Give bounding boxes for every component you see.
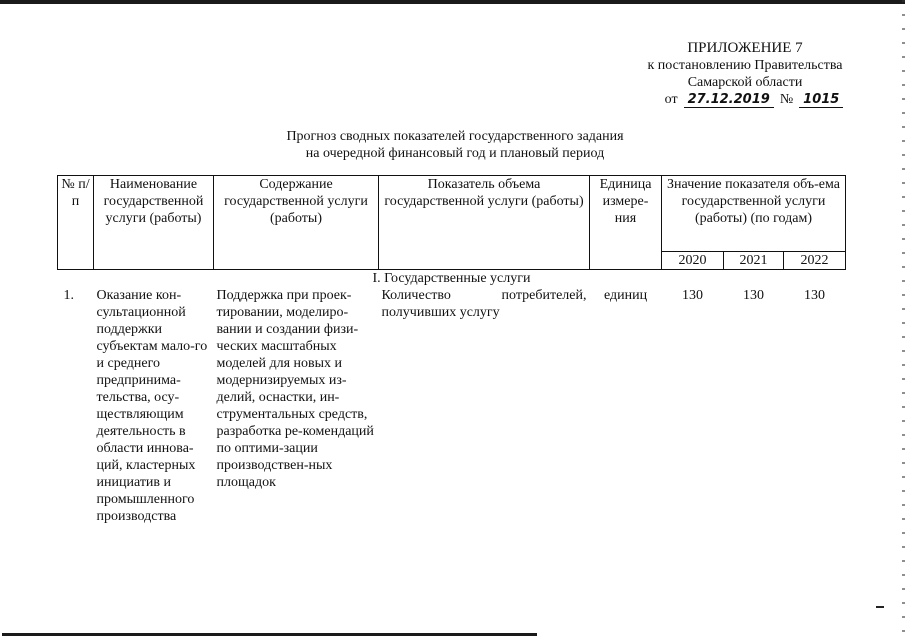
header-indicator-value: Значение показателя объ-ема государственной услуги (работы) (по годам) — [662, 176, 846, 252]
handwritten-number: 1015 — [799, 92, 843, 108]
appendix-line2: Самарской области — [687, 75, 803, 90]
row-number: 1. — [63, 288, 74, 303]
header-volume-indicator: Показатель объема государственной услуги (работы) — [379, 176, 590, 270]
row-value-2020: 130 — [682, 288, 703, 303]
appendix-date-line — [638, 91, 870, 108]
appendix-title: ПРИЛОЖЕНИЕ 7 — [687, 40, 803, 56]
forecast-table — [57, 175, 846, 525]
scan-mark — [876, 606, 884, 608]
row-service-content: Поддержка при проек-тировании, моделиро-вании и создании физи-ческих масштабных моделей для новых и модернизируемых из-делий, оснастки, ин-струментальных средств, разработка ре-комендаций по оптими-зации производствен-ных площадок — [216, 288, 374, 490]
document-title-line1: Прогноз сводных показателей государственного задания — [286, 129, 624, 144]
header-num: № п/п — [58, 176, 94, 270]
appendix-block — [620, 40, 870, 108]
row-unit: единиц — [603, 288, 648, 303]
scan-edge-top — [0, 0, 905, 4]
number-prefix: № — [779, 92, 794, 107]
header-service-content: Содержание государственной услуги (работы) — [214, 176, 379, 270]
appendix-line1: к постановлению Правительства — [647, 58, 843, 73]
scan-edge-bottom — [2, 633, 537, 636]
header-service-name: Наименование государственной услуги (работы) — [94, 176, 214, 270]
row-volume-indicator: Количество потребителей, получивших услугу — [381, 288, 587, 320]
header-year: 2022 — [784, 252, 846, 270]
document-title-line2: на очередной финансовый год и плановый период — [305, 146, 605, 161]
header-unit: Единица измере-ния — [590, 176, 662, 270]
handwritten-date: 27.12.2019 — [684, 92, 774, 108]
header-year: 2021 — [724, 252, 784, 270]
header-year: 2020 — [662, 252, 724, 270]
date-prefix: от — [664, 92, 678, 107]
row-value-2021: 130 — [743, 288, 764, 303]
row-value-2022: 130 — [804, 288, 825, 303]
row-service-name: Оказание кон-сультационной поддержки субъектам мало-го и среднего предпринима-тельства, осу-ществляющим деятельность в области иннова-ций, кластерных инициатив и промышленного производства — [96, 288, 208, 524]
document-title — [220, 128, 690, 162]
table-row — [58, 287, 846, 525]
section-heading: I. Государственные услуги — [372, 271, 531, 286]
